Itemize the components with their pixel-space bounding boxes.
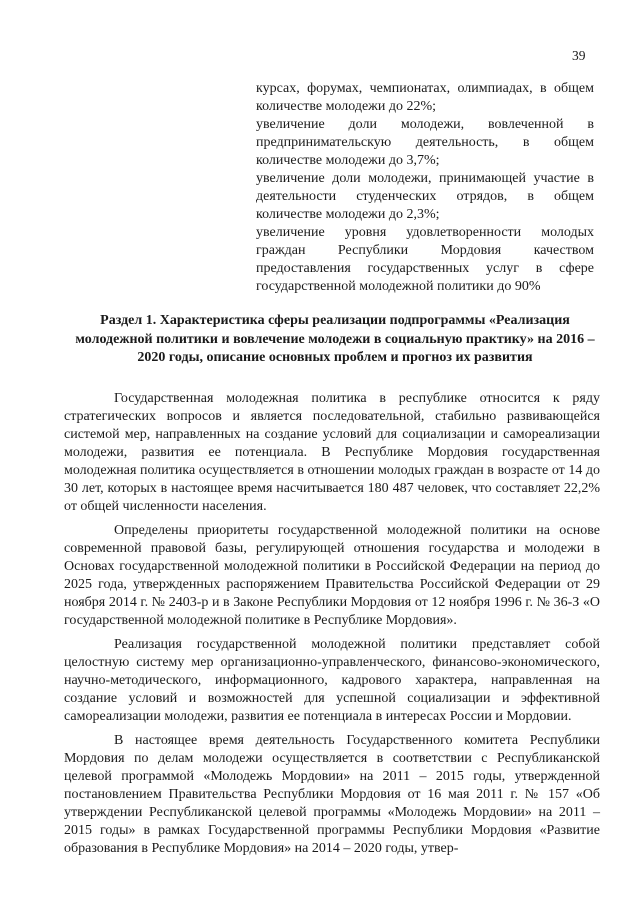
body-paragraph: В настоящее время деятельность Государственного комитета Республики Мордовия по делам молодежи осуществляется в соответствии с Республиканской целевой программой «Молодежь Мордовии» на 2011 – 2015 годы, утвержденной постановлением Правительства Республики Мордовия от 16 мая 2011 г. № 157 «Об утверждении Республиканской целевой программы «Молодежь Мордовии» на 2011 – 2015 годы» в рамках Государственной программы Республики Мордовия «Развитие образования в Республике Мордовия» на 2014 – 2020 годы, утвер-	[64, 733, 600, 856]
section-body	[64, 390, 600, 858]
body-paragraph: Государственная молодежная политика в республике относится к ряду стратегических вопросов и является последовательной, стабильно развивающейся системой мер, направленных на создание условий для социализации и самореализации молодежи, развития ее потенциала. В Республике Мордовия государственная молодежная политика осуществляется в отношении молодых граждан в возрасте от 14 до 30 лет, которых в настоящее время насчитывается 180 487 человек, что составляет 22,2% от общей численности населения.	[64, 391, 600, 514]
section-heading: Раздел 1. Характеристика сферы реализации подпрограммы «Реализация молодежной политики и вовлечение молодежи в социальную практику» на 2016 – 2020 годы, описание основных проблем и прогноз их развития	[75, 313, 595, 365]
body-paragraph: Определены приоритеты государственной молодежной политики на основе современной правовой базы, регулирующей отношения государства и молодежи в Основах государственной молодежной политики в Российской Федерации на период до 2025 года, утвержденных распоряжением Правительства Российской Федерации от 29 ноября 2014 г. № 2403-р и в Законе Республики Мордовия от 12 ноября 1996 г. № 36-З «О государственной молодежной политике в Республике Мордовия».	[64, 523, 600, 628]
body-paragraph: Реализация государственной молодежной политики представляет собой целостную систему мер организационно-управленческого, финансово-экономического, научно-методического, информационного, кадрового характера, направленная на создание условий и возможностей для успешной социализации и эффективной самореализации молодежи, развития ее потенциала в интересах России и Мордовии.	[64, 637, 600, 724]
page-number: 39	[572, 48, 586, 63]
goal-item: курсах, форумах, чемпионатах, олимпиадах, в общем количестве молодежи до 22%;	[256, 81, 594, 114]
goal-item: увеличение доли молодежи, принимающей участие в деятельности студенческих отрядов, в общем количестве молодежи до 2,3%;	[256, 171, 594, 222]
goals-list	[256, 80, 594, 296]
goal-item: увеличение доли молодежи, вовлеченной в предпринимательскую деятельность, в общем количестве молодежи до 3,7%;	[256, 117, 594, 168]
goal-item: увеличение уровня удовлетворенности молодых граждан Республики Мордовия качеством предоставления государственных услуг в сфере государственной молодежной политики до 90%	[256, 225, 594, 294]
